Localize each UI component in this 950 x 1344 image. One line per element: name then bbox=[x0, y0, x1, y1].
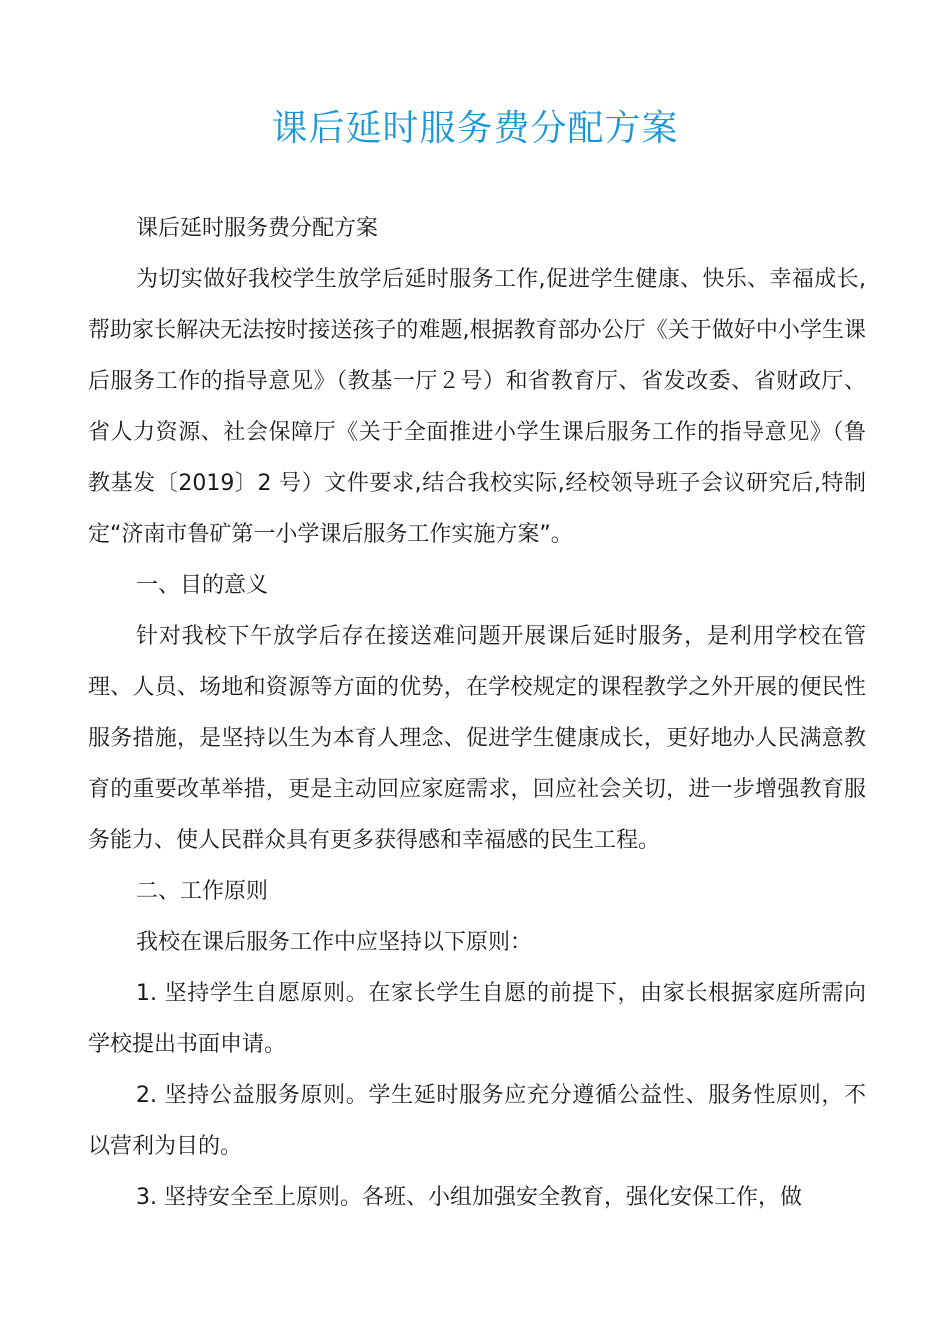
list-item-principle-3: 3. 坚持安全至上原则。各班、小组加强安全教育，强化安保工作，做 bbox=[136, 1185, 802, 1210]
section-heading-principles: 二、工作原则 bbox=[136, 879, 269, 904]
paragraph-subtitle: 课后延时服务费分配方案 bbox=[136, 216, 379, 241]
list-item-principle-2: 2. 坚持公益服务原则。学生延时服务应充分遵循公益性、服务性原则，不以营利为目的。 bbox=[88, 1083, 866, 1159]
document-body bbox=[88, 203, 866, 1223]
paragraph-intro: 为切实做好我校学生放学后延时服务工作,促进学生健康、快乐、幸福成长,帮助家长解决无法按时接送孩子的难题,根据教育部办公厅《关于做好中小学生课后服务工作的指导意见》（教基一厅２号）和省教育厅、省发改委、省财政厅、省人力资源、社会保障厅《关于全面推进小学生课后服务工作的指导意见》（鲁教基发〔2019〕2 号）文件要求,结合我校实际,经校领导班子会议研究后,特制定“济南市鲁矿第一小学课后服务工作实施方案”。 bbox=[88, 267, 866, 547]
document-title: 课后延时服务费分配方案 bbox=[271, 108, 679, 149]
paragraph-purpose: 针对我校下午放学后存在接送难问题开展课后延时服务，是利用学校在管理、人员、场地和资源等方面的优势，在学校规定的课程教学之外开展的便民性服务措施，是坚持以生为本育人理念、促进学生健康成长，更好地办人民满意教育的重要改革举措，更是主动回应家庭需求，回应社会关切，进一步增强教育服务能力、使人民群众具有更多获得感和幸福感的民生工程。 bbox=[88, 624, 866, 853]
section-heading-purpose: 一、目的意义 bbox=[136, 573, 269, 598]
list-item-principle-1: 1. 坚持学生自愿原则。在家长学生自愿的前提下，由家长根据家庭所需向学校提出书面申请。 bbox=[88, 981, 866, 1057]
paragraph-principles-intro: 我校在课后服务工作中应坚持以下原则： bbox=[136, 930, 533, 955]
